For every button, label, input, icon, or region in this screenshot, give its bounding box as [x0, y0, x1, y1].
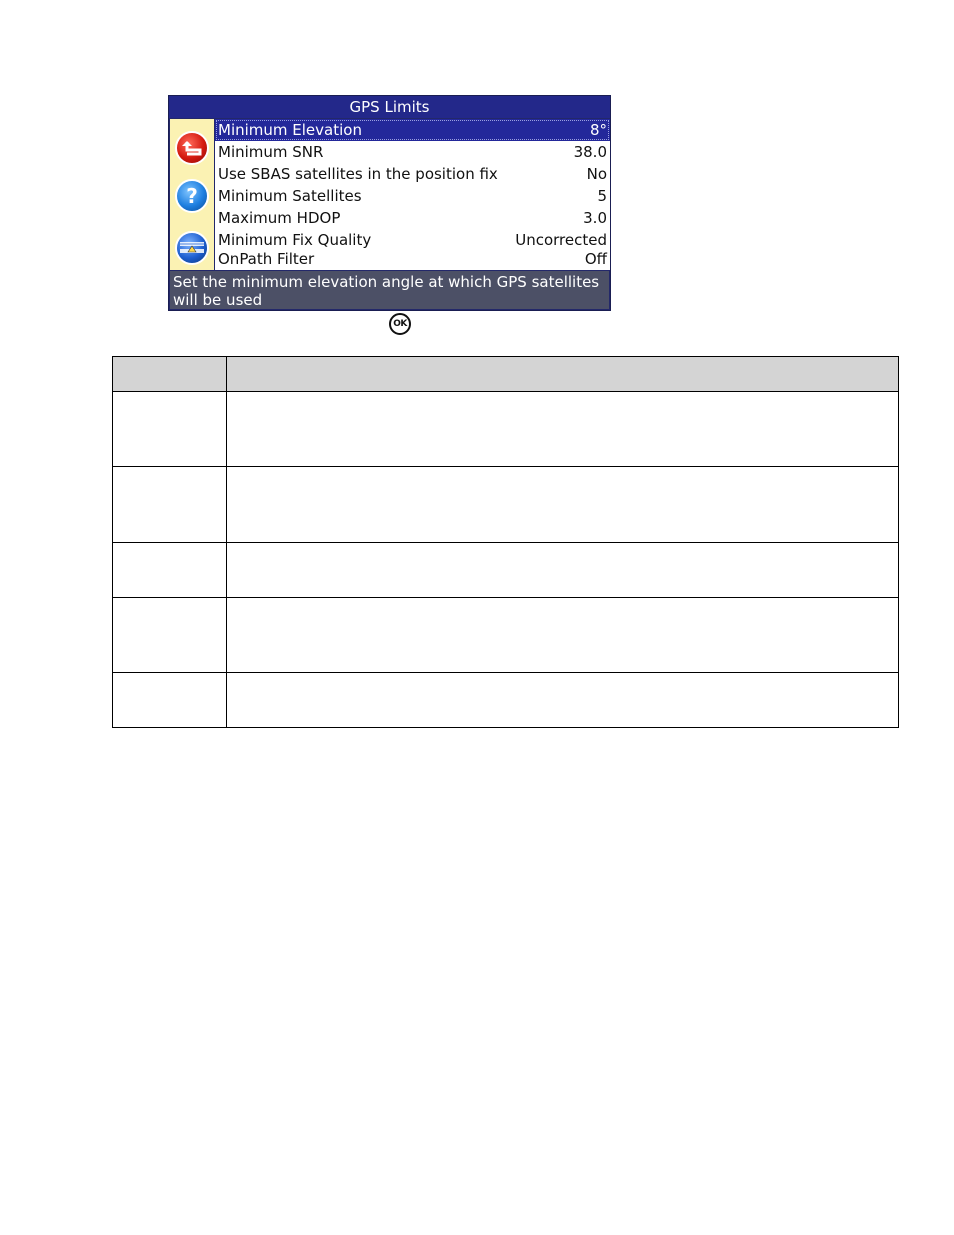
row-label: Minimum Fix Quality [218, 231, 372, 249]
table-header-row [113, 357, 899, 392]
satellite-glyph [179, 238, 205, 258]
table-row [113, 543, 899, 598]
row-value: 8° [589, 121, 607, 139]
row-value: 3.0 [583, 209, 607, 227]
table-cell [113, 467, 227, 543]
settings-list [215, 119, 610, 270]
back-arrow-glyph [181, 140, 203, 156]
table-cell [113, 673, 227, 728]
screen-title: GPS Limits [169, 96, 610, 118]
status-help-text: Set the minimum elevation angle at which GPS satellites will be used [170, 271, 609, 309]
gps-limits-screen [168, 95, 611, 311]
back-arrow-icon[interactable] [175, 131, 209, 165]
list-item-minimum-satellites[interactable] [215, 185, 610, 207]
row-label: Minimum Elevation [218, 121, 362, 139]
row-value: 38.0 [573, 143, 607, 161]
side-icon-bar [170, 119, 214, 270]
list-item-minimum-snr[interactable] [215, 141, 610, 163]
row-value: Uncorrected [515, 231, 607, 249]
description-table [112, 356, 899, 728]
row-label: OnPath Filter [218, 250, 315, 268]
satellite-icon[interactable] [175, 231, 209, 265]
list-item-maximum-hdop[interactable] [215, 207, 610, 229]
list-item-onpath-filter[interactable] [215, 248, 610, 270]
row-label: Maximum HDOP [218, 209, 341, 227]
table-cell [113, 598, 227, 673]
table-header-cell [227, 357, 899, 392]
table-cell [227, 598, 899, 673]
table-cell [113, 392, 227, 467]
row-value: Off [584, 250, 607, 268]
row-label: Minimum Satellites [218, 187, 362, 205]
table-header-cell [113, 357, 227, 392]
row-value: No [586, 165, 607, 183]
table-cell [227, 673, 899, 728]
list-item-minimum-elevation[interactable] [215, 119, 610, 141]
row-label: Minimum SNR [218, 143, 324, 161]
table-cell [227, 543, 899, 598]
table-cell [227, 392, 899, 467]
table-cell [113, 543, 227, 598]
table-row [113, 673, 899, 728]
table-row [113, 598, 899, 673]
table-row [113, 467, 899, 543]
row-label: Use SBAS satellites in the position fix [218, 165, 498, 183]
list-item-use-sbas[interactable] [215, 163, 610, 185]
help-icon[interactable]: ? [175, 179, 209, 213]
ok-button-icon[interactable]: OK [389, 313, 411, 335]
table-row [113, 392, 899, 467]
table-cell [227, 467, 899, 543]
row-value: 5 [597, 187, 607, 205]
